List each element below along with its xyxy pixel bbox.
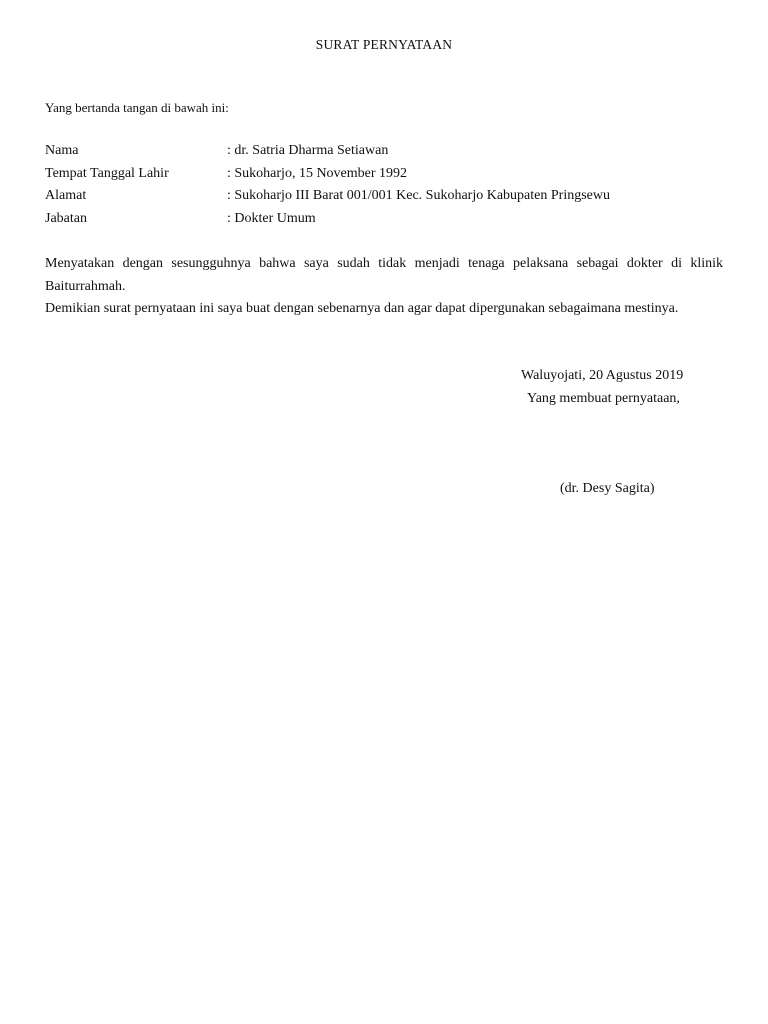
signature-place-date: Waluyojati, 20 Agustus 2019 <box>521 368 684 383</box>
field-row-nama <box>45 142 725 165</box>
closing-paragraph: Demikian surat pernyataan ini saya buat dengan sebenarnya dan agar dapat dipergunakan sebagaimana mestinya. <box>45 301 679 316</box>
field-row-alamat <box>45 187 725 210</box>
signature-name: (dr. Desy Sagita) <box>560 481 655 496</box>
intro-text: Yang bertanda tangan di bawah ini: <box>45 100 229 115</box>
field-value: : Sukoharjo III Barat 001/001 Kec. Sukoharjo Kabupaten Pringsewu <box>227 188 610 203</box>
field-label: Tempat Tanggal Lahir <box>45 165 169 181</box>
field-row-tempat-tanggal-lahir <box>45 165 725 188</box>
field-label: Nama <box>45 143 79 158</box>
field-value: : dr. Satria Dharma Setiawan <box>227 143 389 158</box>
document-title: SURAT PERNYATAAN <box>315 37 453 52</box>
signature-role: Yang membuat pernyataan, <box>527 391 680 406</box>
statement-paragraph: Menyatakan dengan sesungguhnya bahwa saya sudah tidak menjadi tenaga pelaksana sebagai dokter di klinik Baiturrahmah. <box>45 256 723 294</box>
field-label: Jabatan <box>45 210 87 226</box>
field-value: : Sukoharjo, 15 November 1992 <box>227 165 408 181</box>
field-value: : Dokter Umum <box>227 210 316 226</box>
field-label: Alamat <box>45 188 87 203</box>
field-row-jabatan <box>45 210 725 233</box>
identity-fields <box>45 142 725 232</box>
